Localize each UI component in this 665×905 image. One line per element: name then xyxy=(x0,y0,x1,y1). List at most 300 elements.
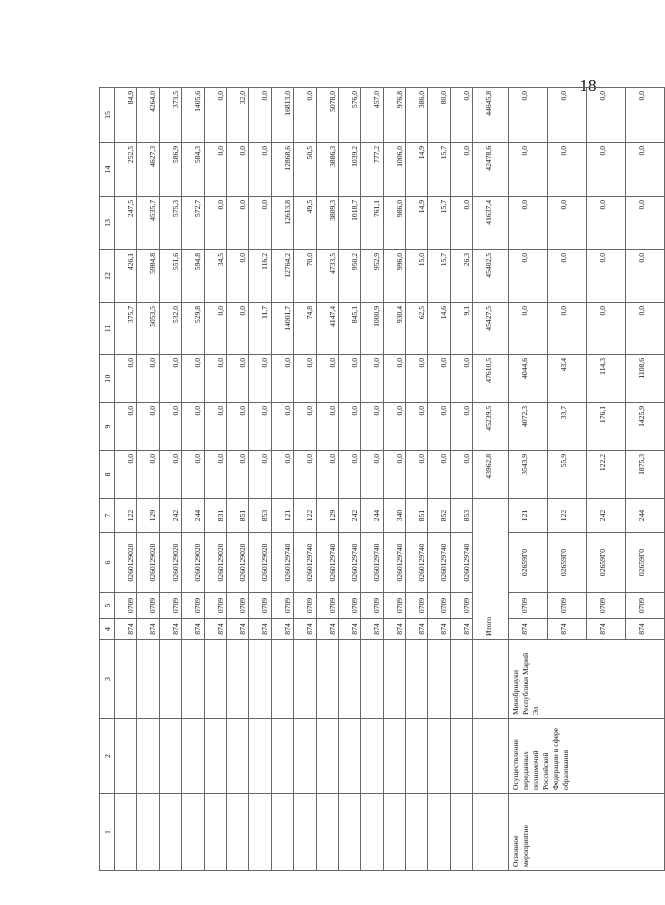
cell-c8: 0,0 xyxy=(249,451,271,499)
cell-c10: 0,0 xyxy=(361,355,383,403)
cell-c11: 0,0 xyxy=(509,303,548,355)
cell-c10: 0,0 xyxy=(316,355,338,403)
cell-c7: 129 xyxy=(316,499,338,533)
cell-c4: 874 xyxy=(383,619,405,640)
cell-c3 xyxy=(137,640,159,719)
cell-c12: 116,2 xyxy=(249,250,271,303)
cell-c13: 0,0 xyxy=(226,197,248,250)
cell-c7: 851 xyxy=(226,499,248,533)
cell-c8: 55,9 xyxy=(548,451,587,499)
cell-c8: 0,0 xyxy=(226,451,248,499)
cell-c5: 0709 xyxy=(361,593,383,619)
cell-c2 xyxy=(182,719,204,794)
cell-c10: 0,0 xyxy=(271,355,293,403)
cell-c10: 114,3 xyxy=(587,355,626,403)
cell-c9: 0,0 xyxy=(204,403,226,451)
header-col-8: 8 xyxy=(100,451,115,499)
cell-c6: 0260129020 xyxy=(249,533,271,593)
cell-c4: 874 xyxy=(509,619,548,640)
cell-c2 xyxy=(428,719,450,794)
cell-c11: 5053,5 xyxy=(137,303,159,355)
cell-c6: 0260129020 xyxy=(137,533,159,593)
cell-c1 xyxy=(294,794,316,871)
cell-c2 xyxy=(271,719,293,794)
cell-c2 xyxy=(361,719,383,794)
cell-c12: 4733,5 xyxy=(316,250,338,303)
cell-c11: 0,0 xyxy=(587,303,626,355)
cell-c15: 0,0 xyxy=(548,88,587,143)
total-c10: 47610,5 xyxy=(473,355,509,403)
cell-c11: 0,0 xyxy=(626,303,665,355)
cell-c10: 0,0 xyxy=(226,355,248,403)
table-row xyxy=(361,88,383,871)
cell-c9: 0,0 xyxy=(182,403,204,451)
cell-c9: 0,0 xyxy=(383,403,405,451)
cell-c9: 176,1 xyxy=(587,403,626,451)
cell-c2 xyxy=(338,719,360,794)
cell-c13: 575,3 xyxy=(159,197,181,250)
cell-c9: 0,0 xyxy=(338,403,360,451)
cell-c5: 0709 xyxy=(428,593,450,619)
cell-c1 xyxy=(271,794,293,871)
cell-c5: 0709 xyxy=(182,593,204,619)
cell-c14: 14,9 xyxy=(406,143,428,197)
cell-c2 xyxy=(406,719,428,794)
header-col-14: 14 xyxy=(100,143,115,197)
cell-c6: 02659Г0 xyxy=(509,533,548,593)
cell-c12: 0,0 xyxy=(626,250,665,303)
cell-c6: 0260129020 xyxy=(159,533,181,593)
cell-c10: 0,0 xyxy=(428,355,450,403)
header-col-1: 1 xyxy=(100,794,115,871)
cell-c13: 0,0 xyxy=(450,197,472,250)
cell-c12: 950,2 xyxy=(338,250,360,303)
cell-c6: 0260129740 xyxy=(406,533,428,593)
cell-c5: 0709 xyxy=(316,593,338,619)
cell-c4: 874 xyxy=(428,619,450,640)
cell-c2 xyxy=(137,719,159,794)
cell-c9: 1425,9 xyxy=(626,403,665,451)
cell-c1 xyxy=(316,794,338,871)
cell-c12: 952,9 xyxy=(361,250,383,303)
cell-c14: 584,3 xyxy=(182,143,204,197)
cell-c3 xyxy=(226,640,248,719)
cell-c11: 4147,4 xyxy=(316,303,338,355)
cell-c6: 0260129740 xyxy=(428,533,450,593)
table-row xyxy=(338,88,360,871)
cell-c8: 0,0 xyxy=(159,451,181,499)
cell-c14: 252,5 xyxy=(115,143,137,197)
main-activity-label: Основное мероприятие xyxy=(509,794,665,871)
cell-c14: 777,2 xyxy=(361,143,383,197)
cell-c14: 0,0 xyxy=(587,143,626,197)
table-row xyxy=(159,88,181,871)
cell-c1 xyxy=(338,794,360,871)
cell-c9: 0,0 xyxy=(271,403,293,451)
cell-c9: 0,0 xyxy=(249,403,271,451)
cell-c6: 0260129740 xyxy=(383,533,405,593)
cell-c7: 242 xyxy=(159,499,181,533)
cell-c5: 0709 xyxy=(294,593,316,619)
cell-c2 xyxy=(473,719,509,794)
header-row xyxy=(100,88,115,871)
table-row xyxy=(115,88,137,871)
cell-c6: 02659Г0 xyxy=(548,533,587,593)
cell-c15: 32,0 xyxy=(226,88,248,143)
cell-c12: 70,0 xyxy=(294,250,316,303)
cell-c12: 0,0 xyxy=(548,250,587,303)
cell-c3 xyxy=(316,640,338,719)
cell-c4: 874 xyxy=(182,619,204,640)
cell-c12: 551,6 xyxy=(159,250,181,303)
cell-c5: 0709 xyxy=(406,593,428,619)
cell-c6: 0260129020 xyxy=(204,533,226,593)
cell-c7: 121 xyxy=(509,499,548,533)
budget-table xyxy=(99,87,665,871)
cell-c13: 49,5 xyxy=(294,197,316,250)
cell-c15: 0,0 xyxy=(249,88,271,143)
cell-c1 xyxy=(115,794,137,871)
cell-c12: 15,7 xyxy=(428,250,450,303)
cell-c12: 0,0 xyxy=(587,250,626,303)
header-col-4: 4 xyxy=(100,619,115,640)
table-row xyxy=(316,88,338,871)
cell-c9: 0,0 xyxy=(159,403,181,451)
cell-c7: 122 xyxy=(115,499,137,533)
cell-c9: 0,0 xyxy=(450,403,472,451)
cell-c15: 4264,0 xyxy=(137,88,159,143)
cell-c6: 02659Г0 xyxy=(626,533,665,593)
cell-c12: 34,5 xyxy=(204,250,226,303)
cell-c4: 874 xyxy=(226,619,248,640)
cell-c4: 874 xyxy=(361,619,383,640)
cell-c7: 242 xyxy=(338,499,360,533)
cell-c11: 0,0 xyxy=(204,303,226,355)
cell-c11: 375,7 xyxy=(115,303,137,355)
cell-c12: 5984,8 xyxy=(137,250,159,303)
cell-c14: 12868,6 xyxy=(271,143,293,197)
header-col-9: 9 xyxy=(100,403,115,451)
cell-c15: 80,0 xyxy=(428,88,450,143)
cell-c10: 1108,6 xyxy=(626,355,665,403)
cell-c3 xyxy=(473,640,509,719)
cell-c2 xyxy=(204,719,226,794)
cell-c4: 874 xyxy=(316,619,338,640)
cell-c6: 02659Г0 xyxy=(587,533,626,593)
cell-c1 xyxy=(361,794,383,871)
cell-c1 xyxy=(159,794,181,871)
cell-c8: 0,0 xyxy=(294,451,316,499)
header-col-2: 2 xyxy=(100,719,115,794)
cell-c1 xyxy=(450,794,472,871)
cell-c6: 0260129740 xyxy=(271,533,293,593)
cell-c12: 426,1 xyxy=(115,250,137,303)
cell-c12: 996,0 xyxy=(383,250,405,303)
cell-c13: 0,0 xyxy=(509,197,548,250)
cell-c6: 0260129740 xyxy=(316,533,338,593)
cell-c6: 0260129740 xyxy=(294,533,316,593)
cell-c6: 0260129020 xyxy=(182,533,204,593)
cell-c13: 0,0 xyxy=(626,197,665,250)
cell-c11: 0,0 xyxy=(226,303,248,355)
cell-c5: 0709 xyxy=(204,593,226,619)
cell-c9: 33,7 xyxy=(548,403,587,451)
cell-c8: 0,0 xyxy=(361,451,383,499)
cell-c7: 122 xyxy=(294,499,316,533)
cell-c8: 122,2 xyxy=(587,451,626,499)
table-row xyxy=(406,88,428,871)
cell-c8: 0,0 xyxy=(406,451,428,499)
table-row xyxy=(271,88,293,871)
header-col-11: 11 xyxy=(100,303,115,355)
total-c12: 45402,5 xyxy=(473,250,509,303)
cell-c15: 976,8 xyxy=(383,88,405,143)
cell-c11: 1000,9 xyxy=(361,303,383,355)
cell-c1 xyxy=(204,794,226,871)
cell-c12: 0,0 xyxy=(226,250,248,303)
cell-c15: 84,9 xyxy=(115,88,137,143)
cell-c11: 62,5 xyxy=(406,303,428,355)
header-col-5: 5 xyxy=(100,593,115,619)
cell-c10: 0,0 xyxy=(182,355,204,403)
cell-c3 xyxy=(383,640,405,719)
cell-c7: 242 xyxy=(587,499,626,533)
cell-c9: 0,0 xyxy=(115,403,137,451)
cell-c5: 0709 xyxy=(509,593,548,619)
cell-c8: 0,0 xyxy=(338,451,360,499)
cell-c15: 457,0 xyxy=(361,88,383,143)
header-col-6: 6 xyxy=(100,533,115,593)
cell-c15: 576,0 xyxy=(338,88,360,143)
cell-c10: 0,0 xyxy=(338,355,360,403)
cell-c3 xyxy=(428,640,450,719)
table-row xyxy=(226,88,248,871)
cell-c8: 0,0 xyxy=(271,451,293,499)
total-c11: 45427,5 xyxy=(473,303,509,355)
cell-c12: 12764,2 xyxy=(271,250,293,303)
table-row xyxy=(137,88,159,871)
cell-c7: 851 xyxy=(406,499,428,533)
cell-c11: 11,7 xyxy=(249,303,271,355)
cell-c15: 373,5 xyxy=(159,88,181,143)
cell-c15: 0,0 xyxy=(294,88,316,143)
cell-c9: 4072,3 xyxy=(509,403,548,451)
cell-c14: 3886,3 xyxy=(316,143,338,197)
cell-c1 xyxy=(406,794,428,871)
cell-c9: 0,0 xyxy=(294,403,316,451)
cell-c14: 0,0 xyxy=(626,143,665,197)
activity-description: Осуществление переданных полномочий Российской Федерации в сфере образования xyxy=(509,719,665,794)
cell-c3 xyxy=(271,640,293,719)
cell-c11: 14,6 xyxy=(428,303,450,355)
cell-c3 xyxy=(204,640,226,719)
cell-c3 xyxy=(338,640,360,719)
cell-c6: 0260129020 xyxy=(115,533,137,593)
cell-c4: 874 xyxy=(294,619,316,640)
cell-c4: 874 xyxy=(137,619,159,640)
cell-c13: 761,1 xyxy=(361,197,383,250)
cell-c7: 121 xyxy=(271,499,293,533)
cell-c2 xyxy=(450,719,472,794)
cell-c12: 26,3 xyxy=(450,250,472,303)
cell-c15: 386,0 xyxy=(406,88,428,143)
table-row xyxy=(294,88,316,871)
cell-c8: 0,0 xyxy=(316,451,338,499)
cell-c10: 0,0 xyxy=(115,355,137,403)
cell-c13: 0,0 xyxy=(587,197,626,250)
cell-c7: 244 xyxy=(182,499,204,533)
page-number: 18 xyxy=(579,76,597,95)
cell-c14: 0,0 xyxy=(548,143,587,197)
cell-c8: 0,0 xyxy=(450,451,472,499)
cell-c5: 0709 xyxy=(159,593,181,619)
cell-c7: 852 xyxy=(428,499,450,533)
cell-c13: 4535,7 xyxy=(137,197,159,250)
cell-c13: 0,0 xyxy=(249,197,271,250)
table-row xyxy=(428,88,450,871)
cell-c7: 831 xyxy=(204,499,226,533)
header-col-10: 10 xyxy=(100,355,115,403)
cell-c14: 586,9 xyxy=(159,143,181,197)
cell-c1 xyxy=(226,794,248,871)
cell-c15: 0,0 xyxy=(587,88,626,143)
cell-c11: 74,8 xyxy=(294,303,316,355)
cell-c5: 0709 xyxy=(626,593,665,619)
cell-c5: 0709 xyxy=(587,593,626,619)
cell-c9: 0,0 xyxy=(361,403,383,451)
cell-c15: 5078,0 xyxy=(316,88,338,143)
cell-c8: 3543,9 xyxy=(509,451,548,499)
total-c15: 44645,8 xyxy=(473,88,509,143)
total-c9: 45239,5 xyxy=(473,403,509,451)
cell-c10: 4044,6 xyxy=(509,355,548,403)
table-row xyxy=(383,88,405,871)
header-col-12: 12 xyxy=(100,250,115,303)
cell-c2 xyxy=(226,719,248,794)
cell-c14: 1039,2 xyxy=(338,143,360,197)
cell-c4: 874 xyxy=(249,619,271,640)
cell-c15: 16813,0 xyxy=(271,88,293,143)
cell-c11: 930,4 xyxy=(383,303,405,355)
cell-c4: 874 xyxy=(115,619,137,640)
cell-c8: 0,0 xyxy=(428,451,450,499)
total-c13: 41637,4 xyxy=(473,197,509,250)
cell-c4: 874 xyxy=(626,619,665,640)
cell-c7: 853 xyxy=(249,499,271,533)
table-row xyxy=(450,88,472,871)
cell-c3 xyxy=(249,640,271,719)
cell-c11: 9,1 xyxy=(450,303,472,355)
cell-c5: 0709 xyxy=(249,593,271,619)
cell-c9: 0,0 xyxy=(137,403,159,451)
table-row xyxy=(182,88,204,871)
cell-c8: 1875,3 xyxy=(626,451,665,499)
cell-c10: 0,0 xyxy=(406,355,428,403)
cell-c4: 874 xyxy=(587,619,626,640)
table-row xyxy=(249,88,271,871)
cell-c11: 14001,7 xyxy=(271,303,293,355)
cell-c1 xyxy=(137,794,159,871)
cell-c12: 594,8 xyxy=(182,250,204,303)
total-label: Итого xyxy=(473,499,509,640)
cell-c8: 0,0 xyxy=(137,451,159,499)
cell-c13: 572,7 xyxy=(182,197,204,250)
cell-c14: 50,5 xyxy=(294,143,316,197)
cell-c13: 986,0 xyxy=(383,197,405,250)
cell-c7: 129 xyxy=(137,499,159,533)
cell-c2 xyxy=(115,719,137,794)
cell-c4: 874 xyxy=(159,619,181,640)
cell-c13: 3809,3 xyxy=(316,197,338,250)
responsible-executor: Минобрнауки Республики Марий Эл xyxy=(509,640,665,719)
cell-c10: 0,0 xyxy=(383,355,405,403)
cell-c5: 0709 xyxy=(226,593,248,619)
cell-c5: 0709 xyxy=(383,593,405,619)
cell-c3 xyxy=(406,640,428,719)
cell-c3 xyxy=(450,640,472,719)
total-c14: 42478,6 xyxy=(473,143,509,197)
cell-c7: 853 xyxy=(450,499,472,533)
section-row xyxy=(509,88,548,871)
cell-c14: 15,7 xyxy=(428,143,450,197)
cell-c2 xyxy=(159,719,181,794)
cell-c7: 244 xyxy=(626,499,665,533)
header-col-15: 15 xyxy=(100,88,115,143)
cell-c4: 874 xyxy=(548,619,587,640)
cell-c6: 0260129740 xyxy=(361,533,383,593)
total-row xyxy=(473,88,509,871)
cell-c14: 0,0 xyxy=(204,143,226,197)
cell-c5: 0709 xyxy=(450,593,472,619)
header-col-3: 3 xyxy=(100,640,115,719)
cell-c10: 43,4 xyxy=(548,355,587,403)
cell-c2 xyxy=(294,719,316,794)
cell-c5: 0709 xyxy=(548,593,587,619)
cell-c2 xyxy=(249,719,271,794)
cell-c12: 0,0 xyxy=(509,250,548,303)
cell-c11: 0,0 xyxy=(548,303,587,355)
cell-c4: 874 xyxy=(406,619,428,640)
cell-c1 xyxy=(182,794,204,871)
cell-c13: 247,5 xyxy=(115,197,137,250)
cell-c5: 0709 xyxy=(338,593,360,619)
cell-c7: 244 xyxy=(361,499,383,533)
cell-c14: 0,0 xyxy=(509,143,548,197)
cell-c7: 122 xyxy=(548,499,587,533)
cell-c15: 1405,6 xyxy=(182,88,204,143)
cell-c3 xyxy=(361,640,383,719)
cell-c10: 0,0 xyxy=(249,355,271,403)
cell-c2 xyxy=(383,719,405,794)
cell-c6: 0260129020 xyxy=(226,533,248,593)
cell-c1 xyxy=(473,794,509,871)
cell-c9: 0,0 xyxy=(316,403,338,451)
cell-c9: 0,0 xyxy=(226,403,248,451)
cell-c14: 4627,3 xyxy=(137,143,159,197)
cell-c3 xyxy=(115,640,137,719)
cell-c9: 0,0 xyxy=(406,403,428,451)
cell-c4: 874 xyxy=(204,619,226,640)
header-col-7: 7 xyxy=(100,499,115,533)
cell-c15: 0,0 xyxy=(626,88,665,143)
cell-c10: 0,0 xyxy=(294,355,316,403)
cell-c5: 0709 xyxy=(271,593,293,619)
cell-c13: 0,0 xyxy=(204,197,226,250)
cell-c7: 340 xyxy=(383,499,405,533)
cell-c8: 0,0 xyxy=(182,451,204,499)
cell-c9: 0,0 xyxy=(428,403,450,451)
cell-c15: 0,0 xyxy=(509,88,548,143)
